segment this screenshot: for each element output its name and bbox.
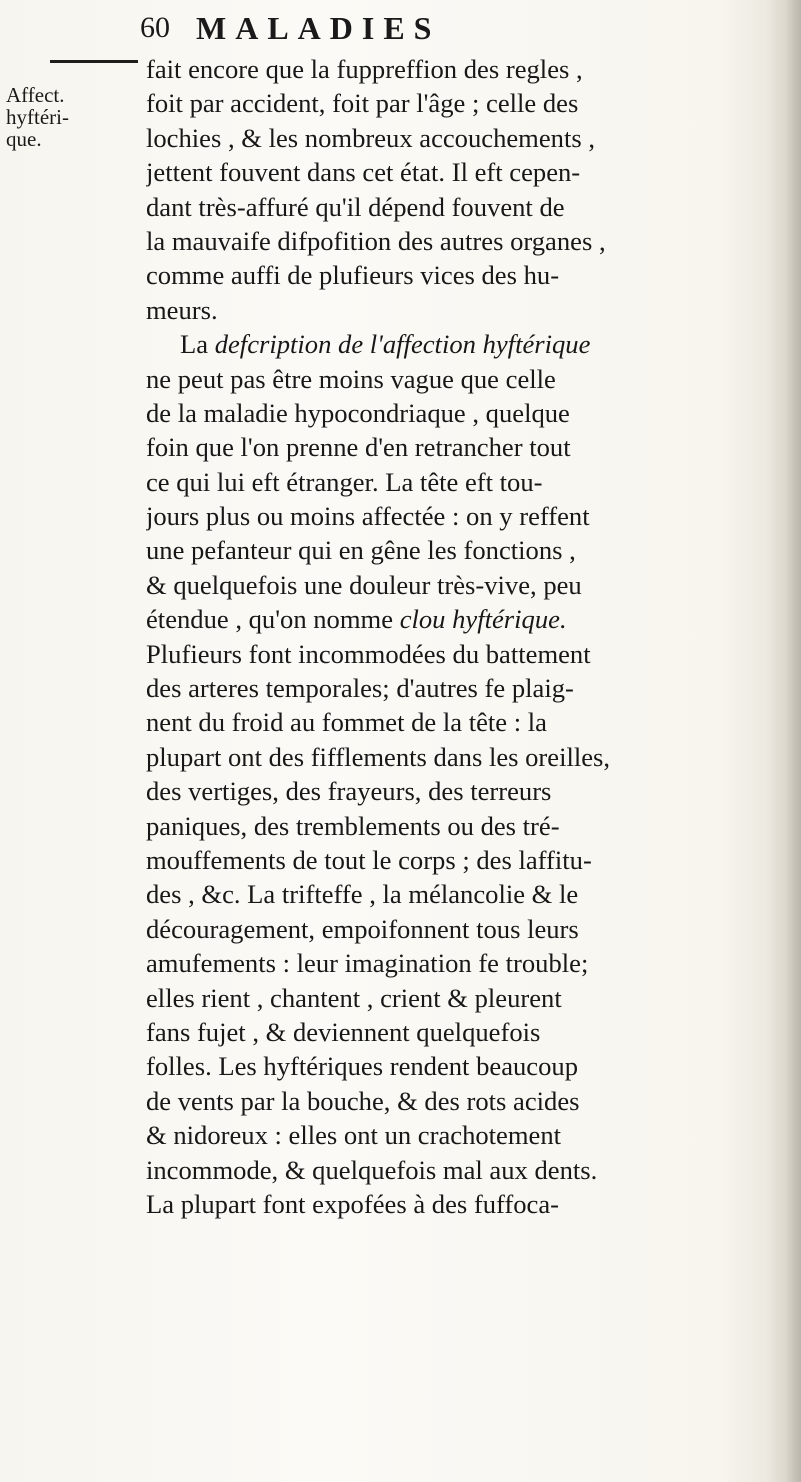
text-line: paniques, des tremblements ou des tré-	[146, 810, 560, 841]
text-line: & nidoreux : elles ont un crachotement	[146, 1120, 562, 1151]
text-line: foit par accident, foit par l'âge ; celle des	[146, 88, 579, 119]
text-line: foin que l'on prenne d'en retrancher tout	[146, 432, 571, 463]
text-line: & quelquefois une douleur très-vive, peu	[146, 569, 582, 600]
running-head: MALADIES	[196, 10, 441, 46]
text-line: ce qui lui eft étranger. La tête eft tou-	[146, 466, 543, 497]
text-line-roman: La	[180, 329, 215, 360]
text-line: de la maladie hypocondriaque , quelque	[146, 397, 570, 428]
text-line: mouffements de tout le corps ; des laffitu-	[146, 844, 592, 875]
marginal-note-line: hyftéri-	[6, 105, 69, 129]
text-line: des , &c. La trifteffe , la mélancolie & le	[146, 879, 579, 910]
text-line	[146, 602, 776, 636]
text-line	[146, 327, 776, 361]
text-line-italic: defcription de l'affection hyftérique	[214, 329, 591, 360]
text-line: incommode, & quelquefois mal aux dents.	[146, 1154, 598, 1185]
text-line: comme auffi de plufieurs vices des hu-	[146, 260, 560, 291]
text-line: une pefanteur qui en gêne les fonctions ,	[146, 535, 576, 566]
marginal-note	[6, 84, 96, 150]
marginal-note-line: que.	[6, 127, 42, 151]
text-line: La plupart font expofées à des fuffoca-	[146, 1188, 560, 1219]
text-line: fait encore que la fuppreffion des regles ,	[146, 54, 583, 84]
text-line: elles rient , chantent , crient & pleurent	[146, 982, 562, 1013]
text-line: ne peut pas être moins vague que celle	[146, 363, 556, 394]
page-header	[140, 8, 700, 48]
page-number: 60	[140, 11, 170, 44]
text-line: la mauvaife difpofition des autres organes ,	[146, 225, 606, 256]
body-text	[146, 52, 776, 1221]
text-line-roman: étendue , qu'on nomme	[146, 604, 400, 635]
text-line: plupart ont des fifflements dans les oreilles,	[146, 741, 611, 772]
text-line: des vertiges, des frayeurs, des terreurs	[146, 776, 552, 807]
marginal-rule	[50, 60, 138, 63]
text-line: nent du froid au fommet de la tête : la	[146, 707, 547, 738]
text-line: des arteres temporales; d'autres fe plaig-	[146, 673, 574, 704]
text-line-italic: clou hyftérique.	[399, 604, 567, 635]
text-line: découragement, empoifonnent tous leurs	[146, 913, 579, 944]
text-line: meurs.	[146, 294, 218, 325]
text-line: lochies , & les nombreux accouchements ,	[146, 122, 596, 153]
text-line: folles. Les hyftériques rendent beaucoup	[146, 1051, 578, 1082]
text-line: jours plus ou moins affectée : on y reffent	[146, 501, 590, 532]
text-line: jettent fouvent dans cet état. Il eft cepen-	[146, 157, 581, 188]
text-line: dant très-affuré qu'il dépend fouvent de	[146, 191, 565, 222]
text-line: amufements : leur imagination fe trouble;	[146, 948, 589, 979]
text-line: de vents par la bouche, & des rots acides	[146, 1085, 580, 1116]
text-line: fans fujet , & deviennent quelquefois	[146, 1016, 541, 1047]
text-line: Plufieurs font incommodées du battement	[146, 638, 591, 669]
marginal-note-line: Affect.	[6, 83, 65, 107]
